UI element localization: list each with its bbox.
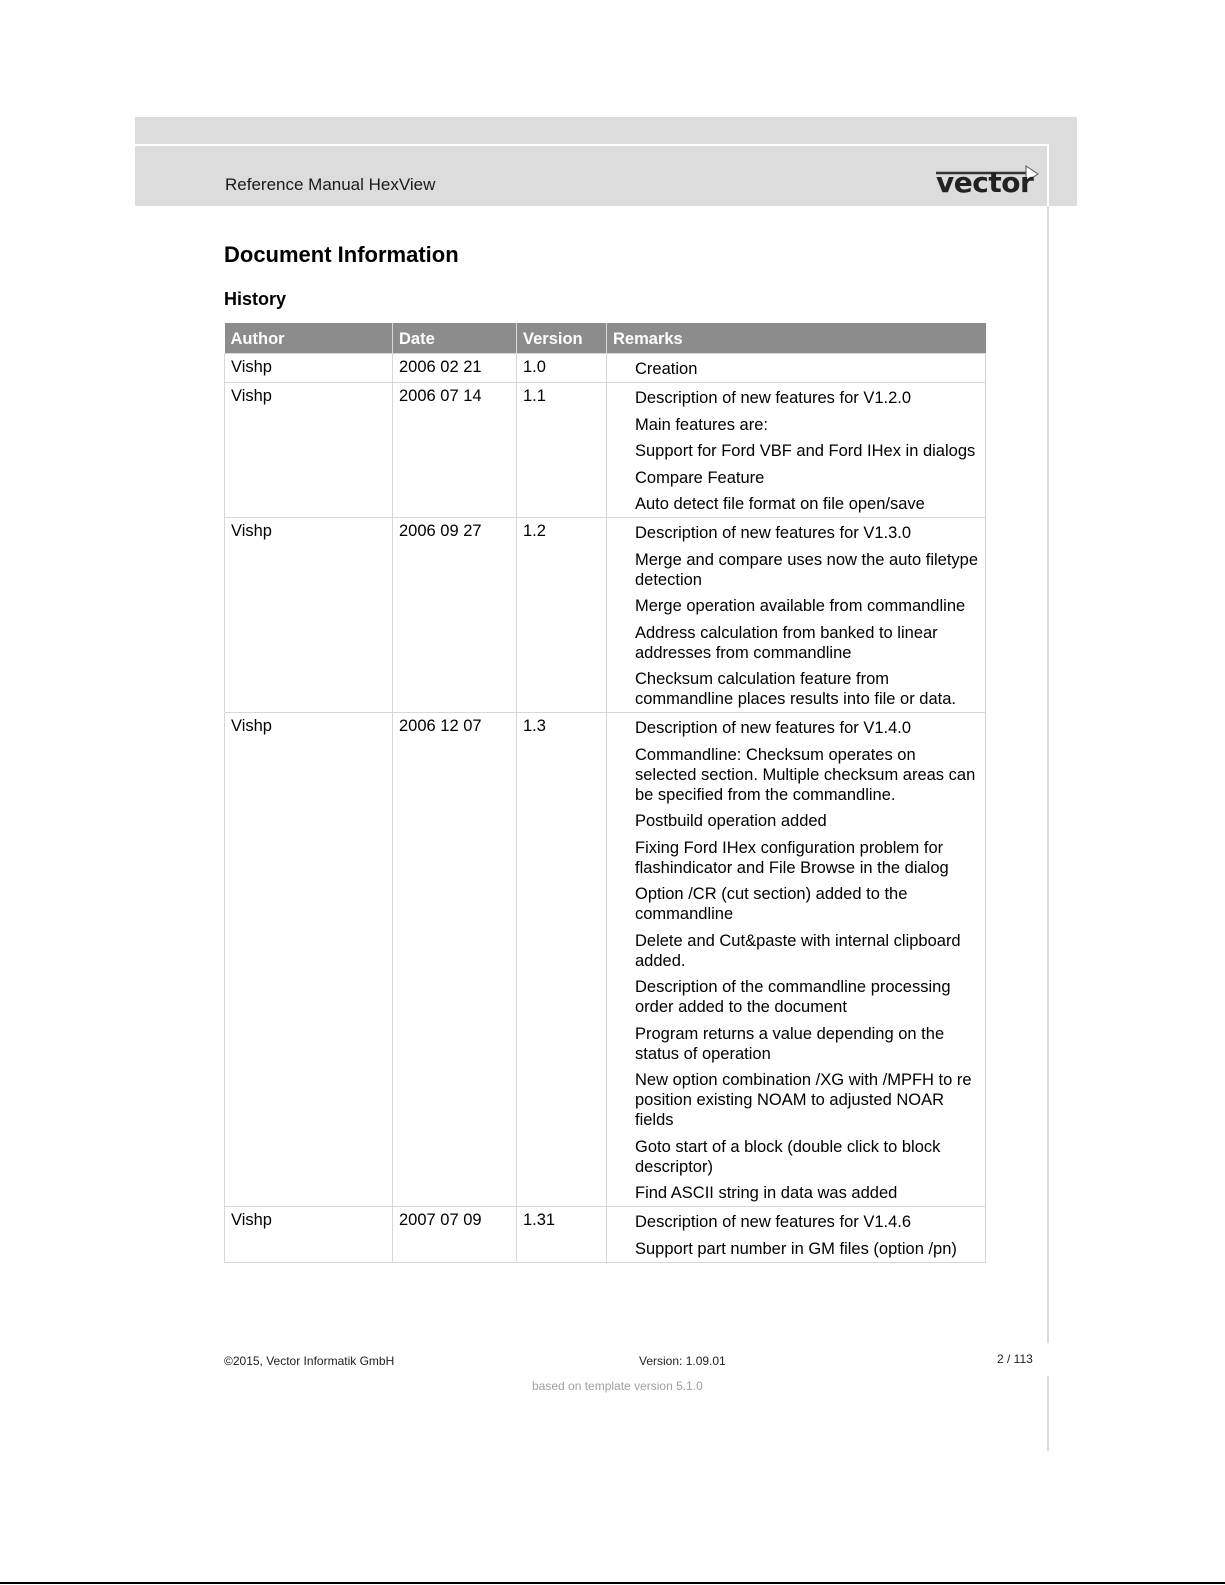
footer-template-note: based on template version 5.1.0	[532, 1379, 703, 1393]
remark-item: Checksum calculation feature from commandline places results into file or data.	[635, 670, 956, 708]
header-divider	[135, 144, 1049, 146]
cell-version: 1.0	[517, 354, 607, 383]
remark-item: Goto start of a block (double click to block descriptor)	[635, 1137, 941, 1176]
page-side-rule	[1047, 206, 1049, 1343]
remark-item: Auto detect file format on file open/save	[635, 495, 925, 513]
remark-item: New option combination /XG with /MPFH to re position existing NOAM to adjusted NOAR fields	[635, 1071, 972, 1129]
column-header-version: Version	[517, 323, 607, 354]
remark-item: Support part number in GM files (option /pn)	[635, 1239, 957, 1258]
remark-item: Delete and Cut&paste with internal clipboard added.	[635, 931, 961, 970]
remark-item: Program returns a value depending on the status of operation	[635, 1024, 945, 1063]
cell-remarks	[607, 518, 986, 713]
remark-item: Address calculation from banked to linear addresses from commandline	[635, 623, 938, 662]
remark-item: Compare Feature	[635, 468, 765, 487]
remark-item: Description of new features for V1.3.0	[635, 524, 912, 542]
column-header-date: Date	[393, 323, 517, 354]
column-header-author: Author	[225, 323, 393, 354]
cell-author: Vishp	[225, 1207, 393, 1263]
cell-version: 1.2	[517, 518, 607, 713]
cell-version: 1.1	[517, 383, 607, 518]
section-subtitle: History	[224, 289, 287, 309]
header-divider-vertical	[1047, 144, 1049, 206]
remark-item: Description of new features for V1.2.0	[635, 389, 912, 407]
cell-author: Vishp	[225, 713, 393, 1207]
header-band-top	[135, 117, 1077, 144]
remark-item: Commandline: Checksum operates on selected section. Multiple checksum areas can be specified from the commandline.	[635, 745, 976, 804]
footer-copyright: ©2015, Vector Informatik GmbH	[224, 1354, 395, 1368]
cell-remarks	[607, 383, 986, 518]
page-side-rule-lower	[1047, 1376, 1049, 1451]
remark-item: Option /CR (cut section) added to the commandline	[635, 885, 908, 923]
cell-remarks	[607, 1207, 986, 1263]
cell-date: 2006 07 14	[393, 383, 517, 518]
table-row	[225, 1207, 986, 1263]
remark-item: Find ASCII string in data was added	[635, 1184, 898, 1202]
page-bottom-border	[0, 1582, 1225, 1584]
cell-remarks	[607, 713, 986, 1207]
cell-date: 2006 12 07	[393, 713, 517, 1207]
column-header-remarks: Remarks	[607, 323, 986, 354]
footer-version: Version: 1.09.01	[639, 1354, 726, 1368]
remark-item: Main features are:	[635, 415, 768, 434]
cell-date: 2006 02 21	[393, 354, 517, 383]
remark-item: Postbuild operation added	[635, 812, 827, 830]
vector-logo	[934, 164, 1042, 200]
remark-item: Merge and compare uses now the auto filetype detection	[635, 550, 979, 589]
remark-item: Description of new features for V1.4.0	[635, 719, 912, 737]
cell-date: 2006 09 27	[393, 518, 517, 713]
header-band-right	[1049, 144, 1077, 206]
remark-item: Merge operation available from commandline	[635, 597, 966, 615]
table-row	[225, 713, 986, 1207]
table-row	[225, 518, 986, 713]
section-title: Document Information	[224, 242, 459, 267]
table-header-row	[225, 323, 986, 354]
table-row	[225, 383, 986, 518]
table-row	[225, 354, 986, 383]
remark-item: Description of new features for V1.4.6	[635, 1213, 912, 1231]
remark-item: Creation	[635, 360, 698, 378]
cell-version: 1.3	[517, 713, 607, 1207]
remark-item: Description of the commandline processing order added to the document	[635, 978, 951, 1016]
cell-version: 1.31	[517, 1207, 607, 1263]
remark-item: Fixing Ford IHex configuration problem for flashindicator and File Browse in the dialog	[635, 838, 949, 877]
cell-author: Vishp	[225, 383, 393, 518]
remark-item: Support for Ford VBF and Ford IHex in dialogs	[635, 442, 976, 460]
history-table-body	[225, 354, 986, 1263]
footer-page-number: 2 / 113	[997, 1352, 1033, 1366]
history-table	[224, 323, 986, 1263]
cell-remarks	[607, 354, 986, 383]
logo-text: vector	[936, 166, 1034, 199]
document-title: Reference Manual HexView	[225, 175, 436, 194]
cell-author: Vishp	[225, 518, 393, 713]
cell-author: Vishp	[225, 354, 393, 383]
cell-date: 2007 07 09	[393, 1207, 517, 1263]
